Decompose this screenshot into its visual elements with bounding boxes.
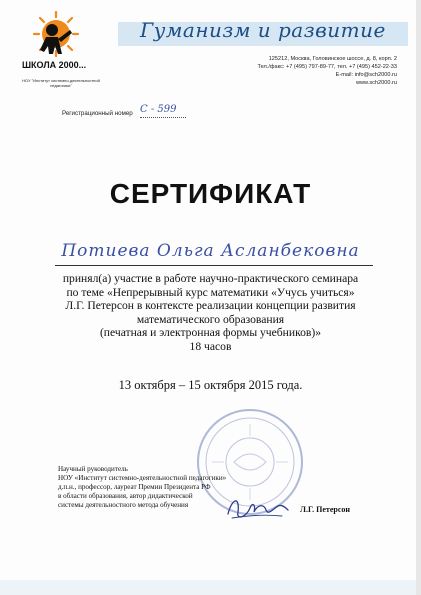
banner-title: Гуманизм и развитие <box>140 18 386 42</box>
signatory-line: в области образования, автор дидактической <box>58 492 193 501</box>
body-line: математического образования <box>136 312 285 326</box>
signatory-block <box>58 465 238 510</box>
signatory-line: Научный руководитель <box>58 465 128 473</box>
signatory-line: НОУ «Институт системно-деятельностной педагогики» <box>58 474 227 483</box>
body-line: Л.Г. Петерсон в контексте реализации концепции развития <box>65 299 356 313</box>
phone-line: Тел./факс: +7 (495) 797-89-77, тел. +7 (495) 452-22-33 <box>257 64 397 70</box>
seminar-dates: 13 октября – 15 октября 2015 года. <box>118 378 303 392</box>
registration-number: С - 599 <box>140 104 177 115</box>
signatory-line: д.п.н., профессор, лауреат Премии Президента РФ <box>58 483 211 492</box>
email-line: E-mail: info@sch2000.ru <box>335 72 397 78</box>
logo-wordmark: ШКОЛА 2000... <box>22 60 87 70</box>
body-line: принял(а) участие в работе научно-практического семинара <box>62 272 359 285</box>
contact-info <box>177 55 397 87</box>
hours-line: 18 часов <box>189 339 232 353</box>
page-edge-shadow <box>416 0 421 595</box>
recipient-name: Потиева Ольга Асланбековна <box>61 241 360 261</box>
registration-label: Регистрационный номер <box>62 110 133 117</box>
website-line: www.sch2000.ru <box>355 80 397 86</box>
body-line: по теме «Непрерывный курс математики «Учусь учиться» <box>66 285 355 299</box>
logo-caption: НОУ "Институт системно-деятельностной педагогики" <box>22 78 100 88</box>
signatory-line: системы деятельностного метода обучения <box>58 501 189 510</box>
school-2000-logo <box>18 6 102 86</box>
body-line: (печатная и электронная формы учебников)» <box>99 326 322 340</box>
recipient-underline <box>55 265 373 266</box>
signatory-name: Л.Г. Петерсон <box>300 505 351 514</box>
address-line: 125212, Москва, Головинское шоссе, д. 8, корп. 2 <box>268 56 397 62</box>
certificate-body <box>30 272 391 354</box>
certificate-title: СЕРТИФИКАТ <box>109 178 312 209</box>
registration-underline <box>140 117 186 118</box>
bottom-band <box>0 580 421 595</box>
